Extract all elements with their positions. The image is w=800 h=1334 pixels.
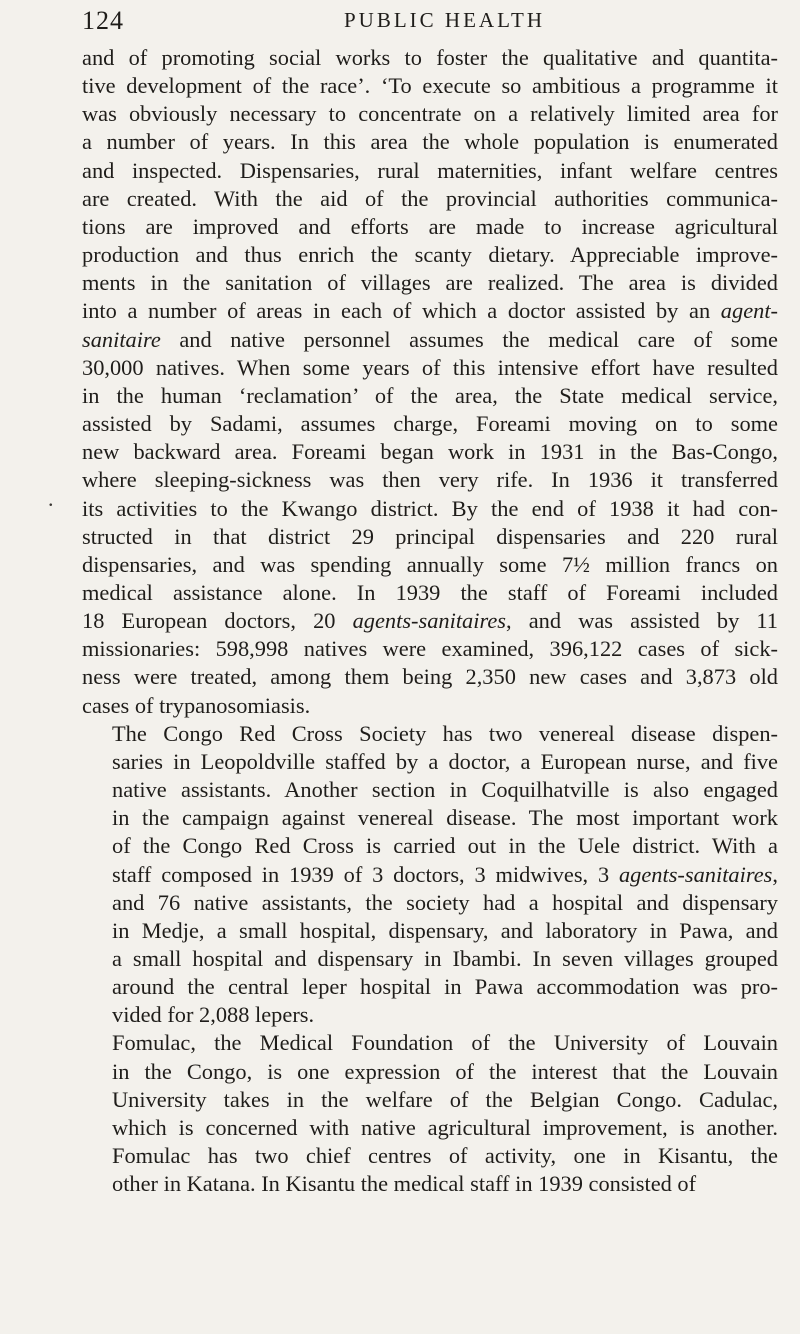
margin-mark: . xyxy=(48,486,54,511)
text-line: assisted by Sadami, assumes charge, Foreami moving on to some xyxy=(82,411,778,437)
text-line: native assistants. Another section in Coquilhatville is also engaged xyxy=(112,777,778,803)
text-line: in the Congo, is one expression of the interest that the Louvain xyxy=(112,1058,778,1084)
text-line: The Congo Red Cross Society has two venereal disease dispen- xyxy=(112,720,778,746)
text-line: tive development of the race’. ‘To execute so ambitious a programme it xyxy=(82,73,778,99)
text-line: missionaries: 598,998 natives were examined, 396,122 cases of sick- xyxy=(82,636,778,662)
text-line: in the campaign against venereal disease. The most important work xyxy=(112,805,778,831)
text-line: and 76 native assistants, the society had a hospital and dispensary xyxy=(112,889,778,915)
text-line: dispensaries, and was spending annually some 7½ million francs on xyxy=(82,551,778,577)
text-line: its activities to the Kwango district. By the end of 1938 it had con- xyxy=(82,495,778,521)
running-head xyxy=(82,6,778,36)
text-line: a number of years. In this area the whole population is enumerated xyxy=(82,129,778,155)
text-line: 18 European doctors, 20 agents-sanitaires, and was assisted by 11 xyxy=(82,608,778,634)
text-line: medical assistance alone. In 1939 the staff of Foreami included xyxy=(82,579,778,605)
text-line: 30,000 natives. When some years of this intensive effort have resulted xyxy=(82,354,778,380)
text-line: structed in that district 29 principal dispensaries and 220 rural xyxy=(82,523,778,549)
text-line: vided for 2,088 lepers. xyxy=(112,1002,315,1028)
text-line: ments in the sanitation of villages are realized. The area is divided xyxy=(82,270,778,296)
text-line: Fomulac has two chief centres of activity, one in Kisantu, the xyxy=(112,1143,778,1169)
text-line: ness were treated, among them being 2,350 new cases and 3,873 old xyxy=(82,664,778,690)
text-line: staff composed in 1939 of 3 doctors, 3 midwives, 3 agents-sanitaires, xyxy=(112,861,778,887)
text-line: of the Congo Red Cross is carried out in the Uele district. With a xyxy=(112,833,778,859)
text-line: are created. With the aid of the provincial authorities communica- xyxy=(82,185,778,211)
text-line: and inspected. Dispensaries, rural maternities, infant welfare centres xyxy=(82,157,778,183)
text-line: saries in Leopoldville staffed by a doctor, a European nurse, and five xyxy=(112,748,778,774)
text-line: production and thus enrich the scanty dietary. Appreciable improve- xyxy=(82,242,778,268)
text-line: tions are improved and efforts are made to increase agricultural xyxy=(82,213,778,239)
text-line: was obviously necessary to concentrate on a relatively limited area for xyxy=(82,101,778,127)
page-number: 124 xyxy=(82,6,124,35)
text-line: where sleeping-sickness was then very rife. In 1936 it transferred xyxy=(82,467,778,493)
text-line: sanitaire and native personnel assumes the medical care of some xyxy=(82,326,778,352)
text-line: around the central leper hospital in Pawa accommodation was pro- xyxy=(112,974,778,1000)
text-line: which is concerned with native agricultural improvement, is another. xyxy=(112,1114,778,1140)
body-text xyxy=(82,44,778,1198)
paragraph-fomulac xyxy=(82,1029,778,1198)
text-line: in the human ‘reclamation’ of the area, the State medical service, xyxy=(82,382,778,408)
paragraph-red-cross xyxy=(82,720,778,1030)
paragraph-foreami xyxy=(82,44,778,720)
text-line: cases of trypanosomiasis. xyxy=(82,692,311,718)
text-line: in Medje, a small hospital, dispensary, and laboratory in Pawa, and xyxy=(112,917,778,943)
text-line: a small hospital and dispensary in Ibambi. In seven villages grouped xyxy=(112,946,778,971)
text-line: University takes in the welfare of the Belgian Congo. Cadulac, xyxy=(112,1086,778,1112)
text-line: into a number of areas in each of which a doctor assisted by an agent- xyxy=(82,298,778,324)
running-title: PUBLIC HEALTH xyxy=(344,8,545,32)
text-line: new backward area. Foreami began work in 1931 in the Bas-Congo, xyxy=(82,439,778,465)
text-line: other in Katana. In Kisantu the medical staff in 1939 consisted of xyxy=(112,1171,697,1197)
text-line: Fomulac, the Medical Foundation of the University of Louvain xyxy=(112,1030,778,1056)
text-line: and of promoting social works to foster the qualitative and quantita- xyxy=(82,45,778,70)
